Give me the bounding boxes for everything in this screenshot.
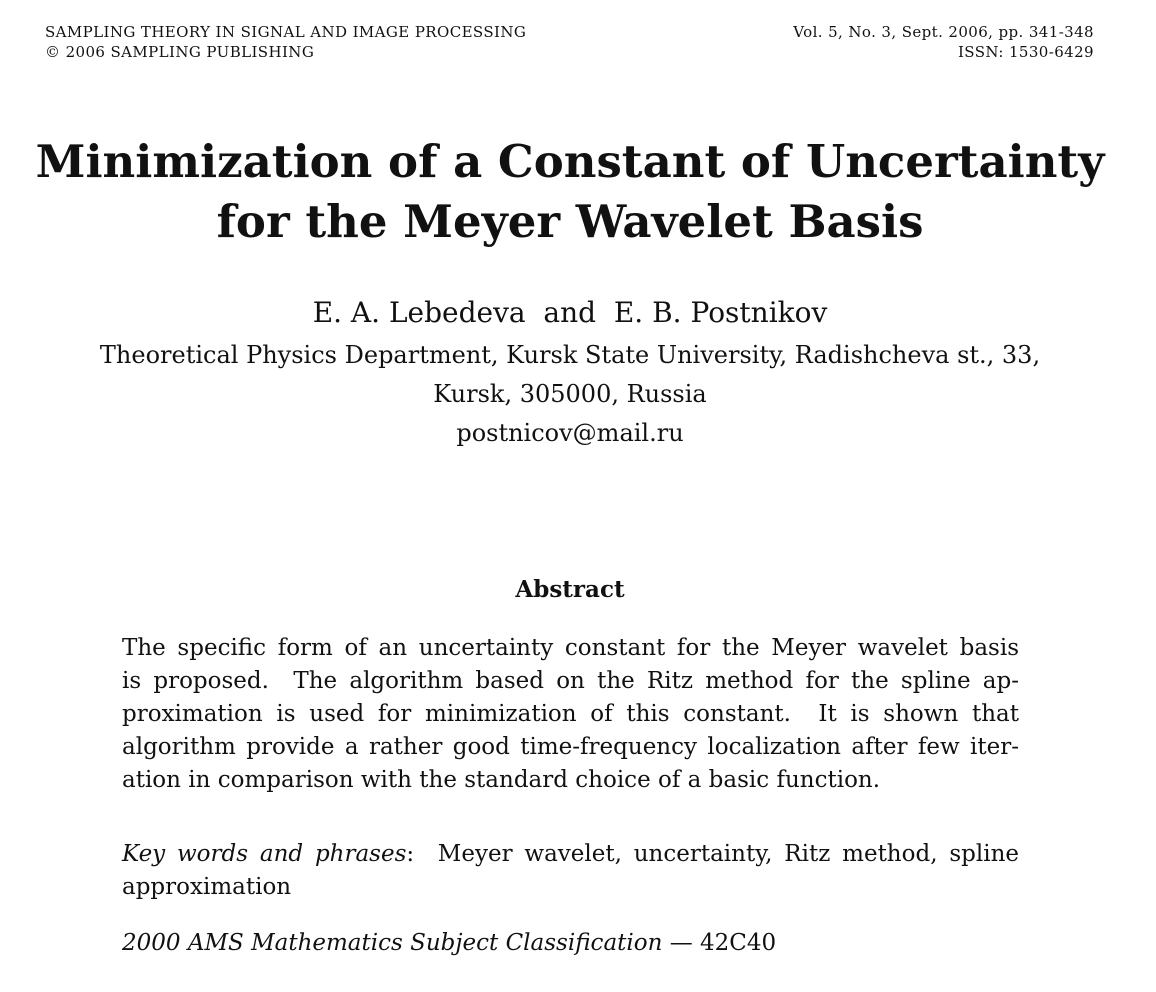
affiliation-line-1: Theoretical Physics Department, Kursk State University, Radishcheva st., 33,: [99, 341, 1041, 369]
running-header: [45, 22, 1094, 62]
journal-name: SAMPLING THEORY IN SIGNAL AND IMAGE PROCESSING: [45, 23, 527, 41]
title-line-1: Minimization of a Constant of Uncertainty: [35, 135, 1105, 188]
header-row-top: [45, 22, 1094, 42]
copyright-notice: © 2006 SAMPLING PUBLISHING: [45, 43, 315, 61]
abstract-heading: Abstract: [515, 576, 625, 603]
affiliation: [0, 336, 1140, 453]
keywords: [122, 838, 1019, 904]
abstract-body: [122, 632, 1019, 797]
paper-title: [0, 132, 1140, 252]
abstract-line: algorithm provide a rather good time-frequency localization after few iter-: [122, 734, 1019, 760]
issn: ISSN: 1530-6429: [957, 43, 1094, 61]
affiliation-line-2: Kursk, 305000, Russia: [433, 380, 707, 408]
abstract-line: The specific form of an uncertainty constant for the Meyer wavelet basis: [122, 635, 1019, 661]
header-row-bottom: [45, 42, 1094, 62]
keywords-label: Key words and phrases: [122, 841, 407, 867]
keywords-text: : Meyer wavelet, uncertainty, Ritz method, spline: [406, 841, 1019, 867]
keywords-line-1: [122, 838, 1019, 871]
title-line-2: for the Meyer Wavelet Basis: [216, 195, 924, 248]
keywords-line-2: approximation: [122, 874, 292, 900]
author-email: postnicov@mail.ru: [456, 419, 684, 447]
ams-code: — 42C40: [662, 930, 777, 956]
abstract-line: is proposed. The algorithm based on the Ritz method for the spline ap-: [122, 668, 1019, 694]
abstract-line: proximation is used for minimization of this constant. It is shown that: [122, 701, 1019, 727]
abstract-line: ation in comparison with the standard choice of a basic function.: [122, 767, 881, 793]
authors: E. A. Lebedeva and E. B. Postnikov: [312, 296, 828, 329]
ams-classification: [122, 927, 1019, 960]
ams-label: 2000 AMS Mathematics Subject Classification: [122, 930, 663, 956]
volume-info: Vol. 5, No. 3, Sept. 2006, pp. 341-348: [793, 23, 1094, 41]
